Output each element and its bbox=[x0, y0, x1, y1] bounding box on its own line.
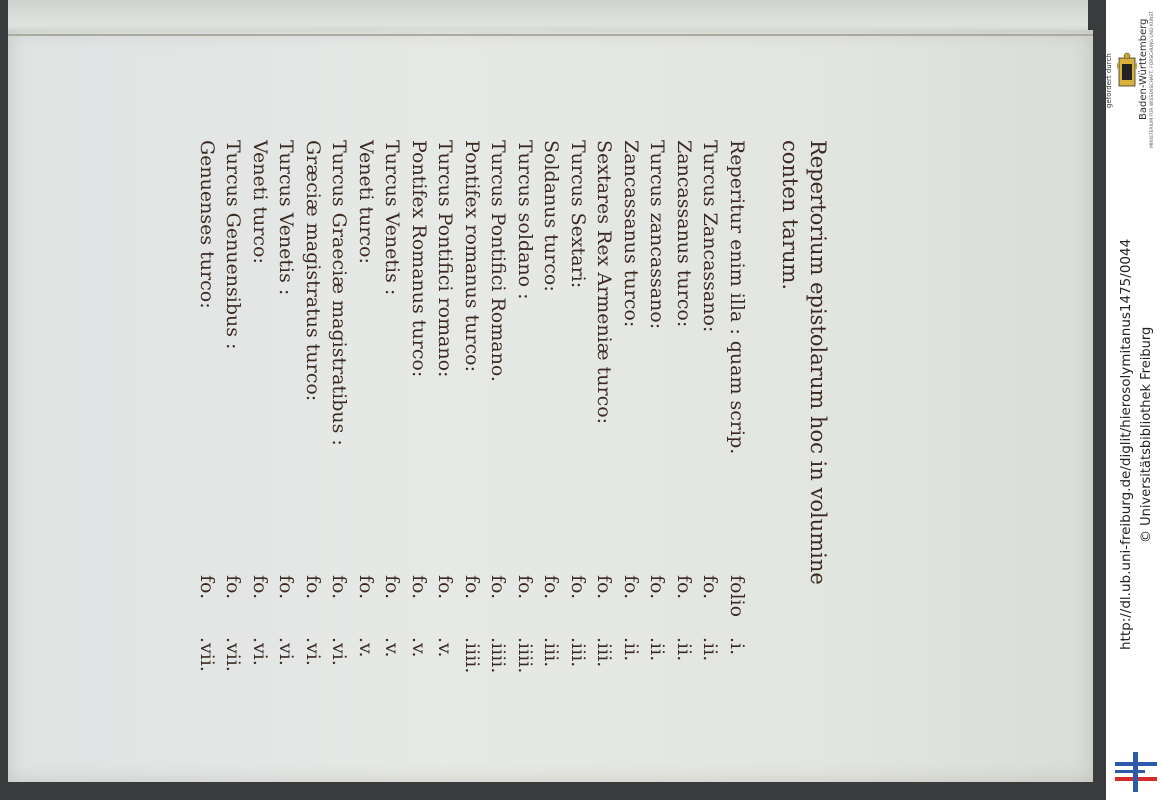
index-folio-number: .iiii. bbox=[487, 637, 510, 674]
index-folio-label: fo. bbox=[355, 575, 377, 600]
university-library-logo-icon bbox=[1115, 752, 1157, 792]
index-folio-number: .i. bbox=[726, 637, 748, 656]
page-fold-line bbox=[8, 34, 1093, 36]
index-address: Turcus Pontifici Romano. bbox=[487, 140, 510, 382]
index-folio-label: fo. bbox=[487, 575, 510, 600]
index-row bbox=[671, 140, 698, 780]
index-address: Pontifex romanus turco: bbox=[461, 140, 483, 372]
index-folio-number: .v. bbox=[408, 637, 430, 658]
index-row bbox=[379, 140, 406, 780]
index-row bbox=[220, 140, 247, 780]
index-row bbox=[697, 140, 724, 780]
index-folio-label: fo. bbox=[434, 575, 457, 600]
index-row bbox=[538, 140, 565, 780]
index-folio-number: .vii. bbox=[196, 637, 218, 672]
index-folio-label: fo. bbox=[249, 575, 271, 600]
index-folio-number: .iii. bbox=[567, 637, 589, 668]
index-folio-label: fo. bbox=[567, 575, 589, 600]
index-address: Græciæ magistratus turco: bbox=[302, 140, 324, 402]
page-text bbox=[132, 140, 832, 780]
index-folio-label: fo. bbox=[620, 575, 642, 600]
index-folio-number: .iiii. bbox=[461, 637, 483, 674]
index-address: Genuenses turco: bbox=[196, 140, 218, 309]
index-folio-number: .v. bbox=[381, 637, 404, 658]
index-address: Turcus Sextari: bbox=[567, 140, 589, 289]
index-folio-label: fo. bbox=[699, 575, 722, 600]
index-folio-number: .v. bbox=[355, 637, 377, 658]
index-folio-number: .vii. bbox=[222, 637, 245, 672]
index-folio-label: fo. bbox=[593, 575, 616, 600]
index-row bbox=[194, 140, 221, 780]
index-row bbox=[485, 140, 512, 780]
index-address: Sextares Rex Armeniæ turco: bbox=[593, 140, 616, 425]
index-row bbox=[406, 140, 433, 780]
index-folio-label: fo. bbox=[673, 575, 695, 600]
index-row bbox=[432, 140, 459, 780]
index-address: Turcus Venetis : bbox=[381, 140, 404, 296]
index-folio-label: fo. bbox=[302, 575, 324, 600]
index-row bbox=[300, 140, 327, 780]
index-folio-number: .iii. bbox=[593, 637, 616, 668]
index-folio-label: fo. bbox=[275, 575, 298, 600]
index-row bbox=[512, 140, 539, 780]
index-row bbox=[459, 140, 486, 780]
index-address: Zancassanus turco: bbox=[620, 140, 642, 328]
index-address: Turcus Venetis : bbox=[275, 140, 298, 296]
index-folio-label: folio bbox=[726, 575, 748, 618]
index-address: Veneti turco: bbox=[249, 140, 271, 264]
index-address: Turcus Genuensibus : bbox=[222, 140, 245, 350]
index-row bbox=[247, 140, 274, 780]
index-row bbox=[618, 140, 645, 780]
baden-wuerttemberg-crest-icon bbox=[1116, 52, 1138, 92]
index-folio-number: .iii. bbox=[540, 637, 563, 668]
index-folio-label: fo. bbox=[381, 575, 404, 600]
index-folio-number: .ii. bbox=[699, 637, 722, 662]
index-table bbox=[194, 140, 751, 780]
index-folio-label: fo. bbox=[646, 575, 669, 600]
sponsor-label: gefördert durch bbox=[1105, 53, 1113, 108]
index-folio-number: .v. bbox=[434, 637, 457, 658]
copyright-notice: © Universitätsbibliothek Freiburg bbox=[1139, 326, 1154, 543]
index-address: Reperitur enim illa : quam scrip. bbox=[726, 140, 748, 455]
index-row bbox=[326, 140, 353, 780]
index-address: Turcus soldano : bbox=[514, 140, 536, 300]
index-address: Zancassanus turco: bbox=[673, 140, 695, 328]
index-row bbox=[353, 140, 380, 780]
index-folio-number: .vi. bbox=[302, 637, 324, 666]
index-address: Soldanus turco: bbox=[540, 140, 563, 292]
index-folio-number: .vi. bbox=[275, 637, 298, 666]
index-address: Turcus Zancassano: bbox=[699, 140, 722, 333]
page-heading: Repertorium epistolarum hoc in volumine conten tarum. bbox=[778, 140, 830, 585]
sponsor-ministry: MINISTERIUM FÜR WISSENSCHAFT, FORSCHUNG UND KUNST bbox=[1150, 11, 1155, 148]
index-folio-label: fo. bbox=[540, 575, 563, 600]
index-folio-label: fo. bbox=[461, 575, 483, 600]
index-folio-number: .vi. bbox=[328, 637, 351, 666]
index-address: Turcus zancassano: bbox=[646, 140, 669, 330]
index-row bbox=[565, 140, 592, 780]
index-folio-number: .ii. bbox=[646, 637, 669, 662]
index-row bbox=[591, 140, 618, 780]
index-address: Pontifex Romanus turco: bbox=[408, 140, 430, 378]
index-folio-number: .ii. bbox=[620, 637, 642, 662]
index-folio-number: .iiii. bbox=[514, 637, 536, 674]
document-permalink[interactable]: http://dl.ub.uni-freiburg.de/diglit/hierosolymitanus1475/0044 bbox=[1118, 238, 1134, 650]
index-address: Turcus Pontifici romano: bbox=[434, 140, 457, 378]
index-folio-label: fo. bbox=[222, 575, 245, 600]
index-row bbox=[273, 140, 300, 780]
index-row bbox=[644, 140, 671, 780]
index-folio-label: fo. bbox=[328, 575, 351, 600]
index-folio-number: .ii. bbox=[673, 637, 695, 662]
index-row-intro bbox=[724, 140, 751, 780]
index-address: Turcus Graeciæ magistratibus : bbox=[328, 140, 351, 446]
index-folio-label: fo. bbox=[514, 575, 536, 600]
index-folio-number: .vi. bbox=[249, 637, 271, 666]
index-folio-label: fo. bbox=[408, 575, 430, 600]
index-address: Veneti turco: bbox=[355, 140, 377, 264]
index-folio-label: fo. bbox=[196, 575, 218, 600]
sponsor-name: Baden-Württemberg bbox=[1138, 18, 1149, 120]
